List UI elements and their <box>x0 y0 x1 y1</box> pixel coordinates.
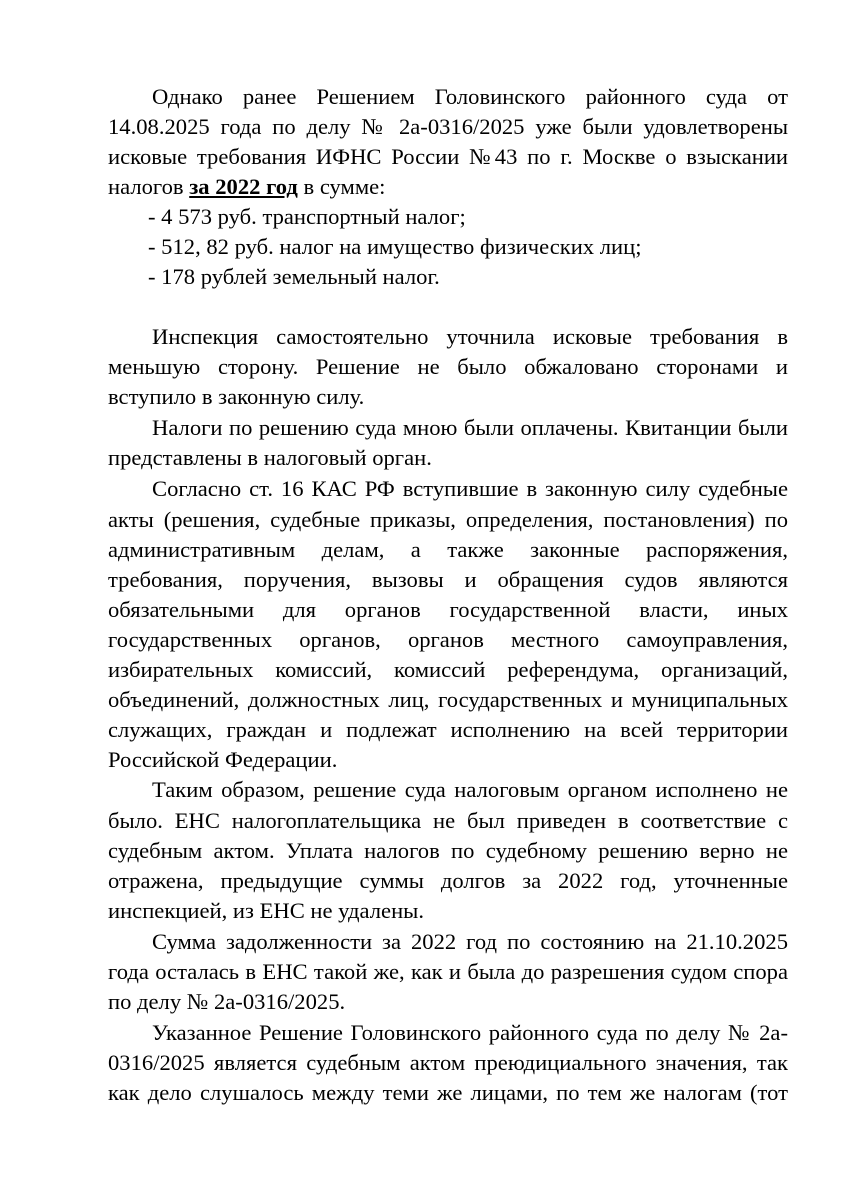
text-line: Налоги по решению суда мною были оплачены. Квитанции были <box>152 415 788 440</box>
text-line: служащих, граждан и подлежат исполнению на всей территории <box>108 717 788 742</box>
text-line: избирательных комиссий, комиссий референдума, организаций, <box>108 657 788 682</box>
text-line <box>108 172 788 202</box>
list-item: - 4 573 руб. транспортный налог; <box>148 204 466 229</box>
emphasized-year: за 2022 год <box>189 174 298 199</box>
text-line: 14.08.2025 года по делу № 2а-0316/2025 уже были удовлетворены <box>108 114 788 139</box>
text-line: исковые требования ИФНС России №43 по г. Москве о взыскании <box>108 144 788 169</box>
text-line: было. ЕНС налогоплательщика не был приведен в соответствие с <box>108 808 788 833</box>
text-line: 0316/2025 является судебным актом преюдициального значения, так <box>108 1050 788 1075</box>
text-line: требования, поручения, вызовы и обращения судов являются <box>108 567 788 592</box>
text-line: вступило в законную силу. <box>108 384 365 409</box>
text-line: Согласно ст. 16 КАС РФ вступившие в законную силу судебные <box>152 476 788 501</box>
text-line: года осталась в ЕНС такой же, как и была до разрешения судом спора <box>108 959 788 984</box>
text-line: Инспекция самостоятельно уточнила исковые требования в <box>152 324 788 349</box>
text-line: инспекцией, из ЕНС не удалены. <box>108 898 424 923</box>
text-line: Однако ранее Решением Головинского районного суда от <box>152 84 788 109</box>
list-item: - 512, 82 руб. налог на имущество физических лиц; <box>148 234 642 259</box>
text-fragment: налогов <box>108 174 190 199</box>
text-line: Указанное Решение Головинского районного суда по делу № 2а- <box>152 1020 788 1045</box>
text-line: Таким образом, решение суда налоговым органом исполнено не <box>152 777 788 802</box>
text-line: представлены в налоговый орган. <box>108 445 432 470</box>
list-item: - 178 рублей земельный налог. <box>148 264 440 289</box>
text-line: меньшую сторону. Решение не было обжаловано сторонами и <box>108 354 788 379</box>
text-line: Российской Федерации. <box>108 747 338 772</box>
text-line: отражена, предыдущие суммы долгов за 2022 год, уточненные <box>108 868 788 893</box>
text-line: административным делам, а также законные распоряжения, <box>108 537 788 562</box>
text-line: судебным актом. Уплата налогов по судебному решению верно не <box>108 838 788 863</box>
text-line: обязательными для органов государственной власти, иных <box>108 597 788 622</box>
text-line: государственных органов, органов местного самоуправления, <box>108 627 788 652</box>
text-line: Сумма задолженности за 2022 год по состоянию на 21.10.2025 <box>152 929 788 954</box>
text-line: акты (решения, судебные приказы, определения, постановления) по <box>108 507 788 532</box>
text-line: по делу № 2а-0316/2025. <box>108 989 346 1014</box>
text-line: как дело слушалось между теми же лицами, по тем же налогам (тот <box>108 1080 788 1105</box>
text-fragment: в сумме: <box>297 174 386 199</box>
text-line: объединений, должностных лиц, государственных и муниципальных <box>108 687 788 712</box>
